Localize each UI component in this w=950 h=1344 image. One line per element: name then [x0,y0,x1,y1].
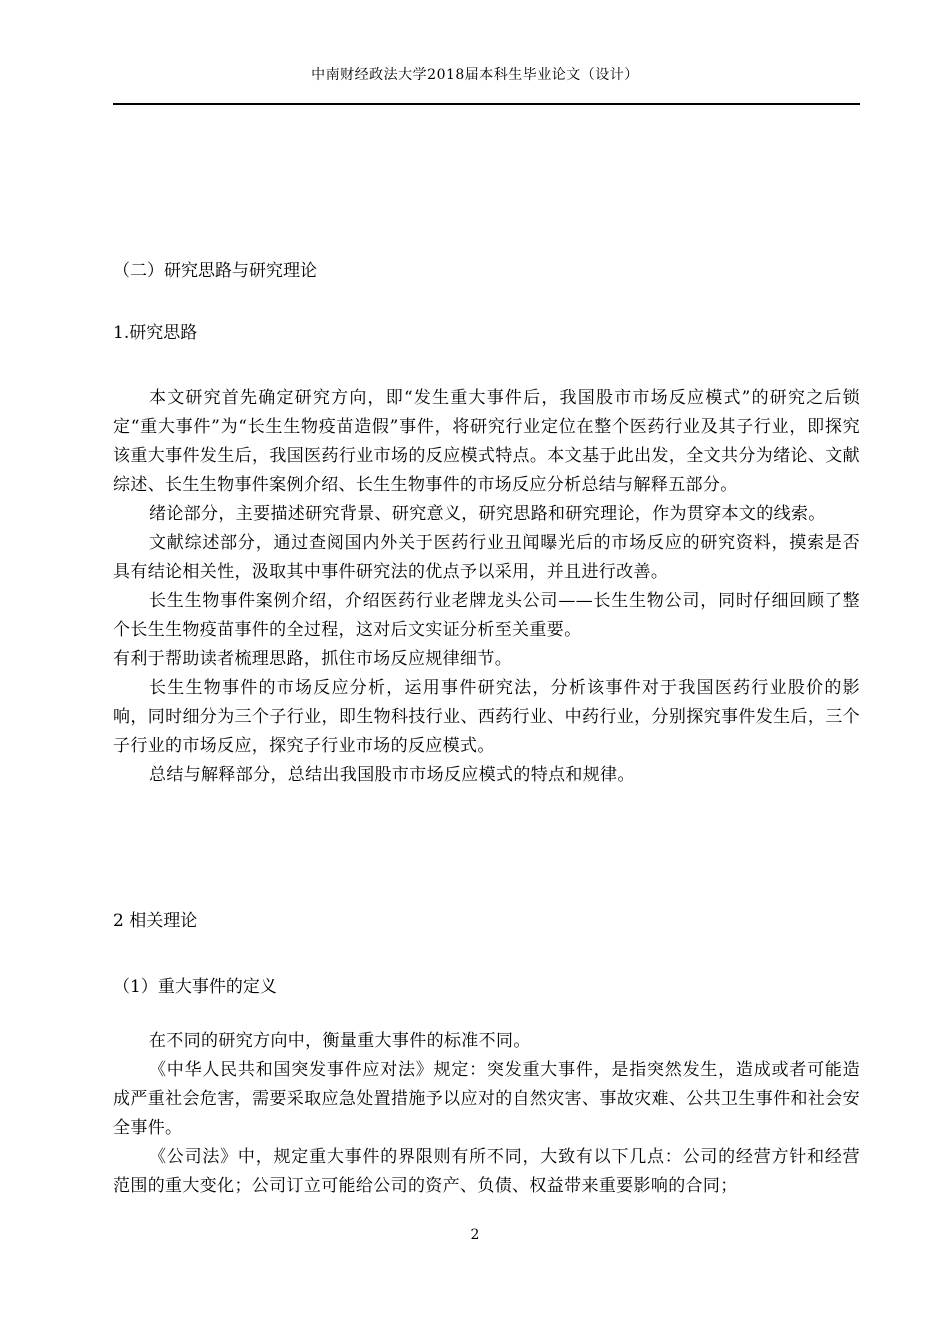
subheading-related-theory: 2 相关理论 [113,911,198,931]
running-header: 中南财经政法大学2018届本科生毕业论文（设计） [311,67,639,83]
paragraph-conclusion-part: 总结与解释部分，总结出我国股市市场反应模式的特点和规律。 [149,765,635,785]
header-rule [113,103,860,105]
paragraph-literature-review-part: 文献综述部分，通过查阅国内外关于医药行业丑闻曝光后的市场反应的研究资料，摸索是否具有结论相关性，汲取其中事件研究法的优点予以采用，并且进行改善。 [113,533,860,582]
definition-body [113,1027,860,1201]
paragraph-case-introduction-part: 长生生物事件案例介绍，介绍医药行业老牌龙头公司——长生生物公司，同时仔细回顾了整个长生生物疫苗事件的全过程，这对后文实证分析至关重要。 [113,591,860,640]
heading-definition-major-event: （1）重大事件的定义 [113,977,277,997]
page-number: 2 [470,1227,480,1243]
research-idea-body [113,384,860,790]
paragraph-introduction-part: 绪论部分，主要描述研究背景、研究意义，研究思路和研究理论，作为贯穿本文的线索。 [149,504,826,524]
paragraph-definition-standards: 在不同的研究方向中，衡量重大事件的标准不同。 [149,1031,531,1051]
section-heading-research-idea: （二）研究思路与研究理论 [113,261,317,281]
subheading-research-idea: 1.研究思路 [113,323,198,343]
paragraph-market-reaction-part: 长生生物事件的市场反应分析，运用事件研究法，分析该事件对于我国医药行业股价的影响，同时细分为三个子行业，即生物科技行业、西药行业、中药行业，分别探究事件发生后，三个子行业的市场反应，探究子行业市场的反应模式。 [113,678,860,756]
paragraph-emergency-response-law: 《中华人民共和国突发事件应对法》规定：突发重大事件，是指突然发生，造成或者可能造成严重社会危害，需要采取应急处置措施予以应对的自然灾害、事故灾难、公共卫生事件和社会安全事件。 [113,1060,860,1138]
paragraph-company-law: 《公司法》中，规定重大事件的界限则有所不同，大致有以下几点：公司的经营方针和经营范围的重大变化；公司订立可能给公司的资产、负债、权益带来重要影响的合同； [113,1147,860,1196]
paragraph-overview: 本文研究首先确定研究方向，即“发生重大事件后，我国股市市场反应模式”的研究之后锁定“重大事件”为“长生生物疫苗造假”事件，将研究行业定位在整个医药行业及其子行业，即探究该重大事件发生后，我国医药行业市场的反应模式特点。本文基于此出发，全文共分为绪论、文献综述、长生生物事件案例介绍、长生生物事件的市场反应分析总结与解释五部分。 [113,388,860,495]
paragraph-reader-guidance: 有利于帮助读者梳理思路，抓住市场反应规律细节。 [113,649,513,669]
